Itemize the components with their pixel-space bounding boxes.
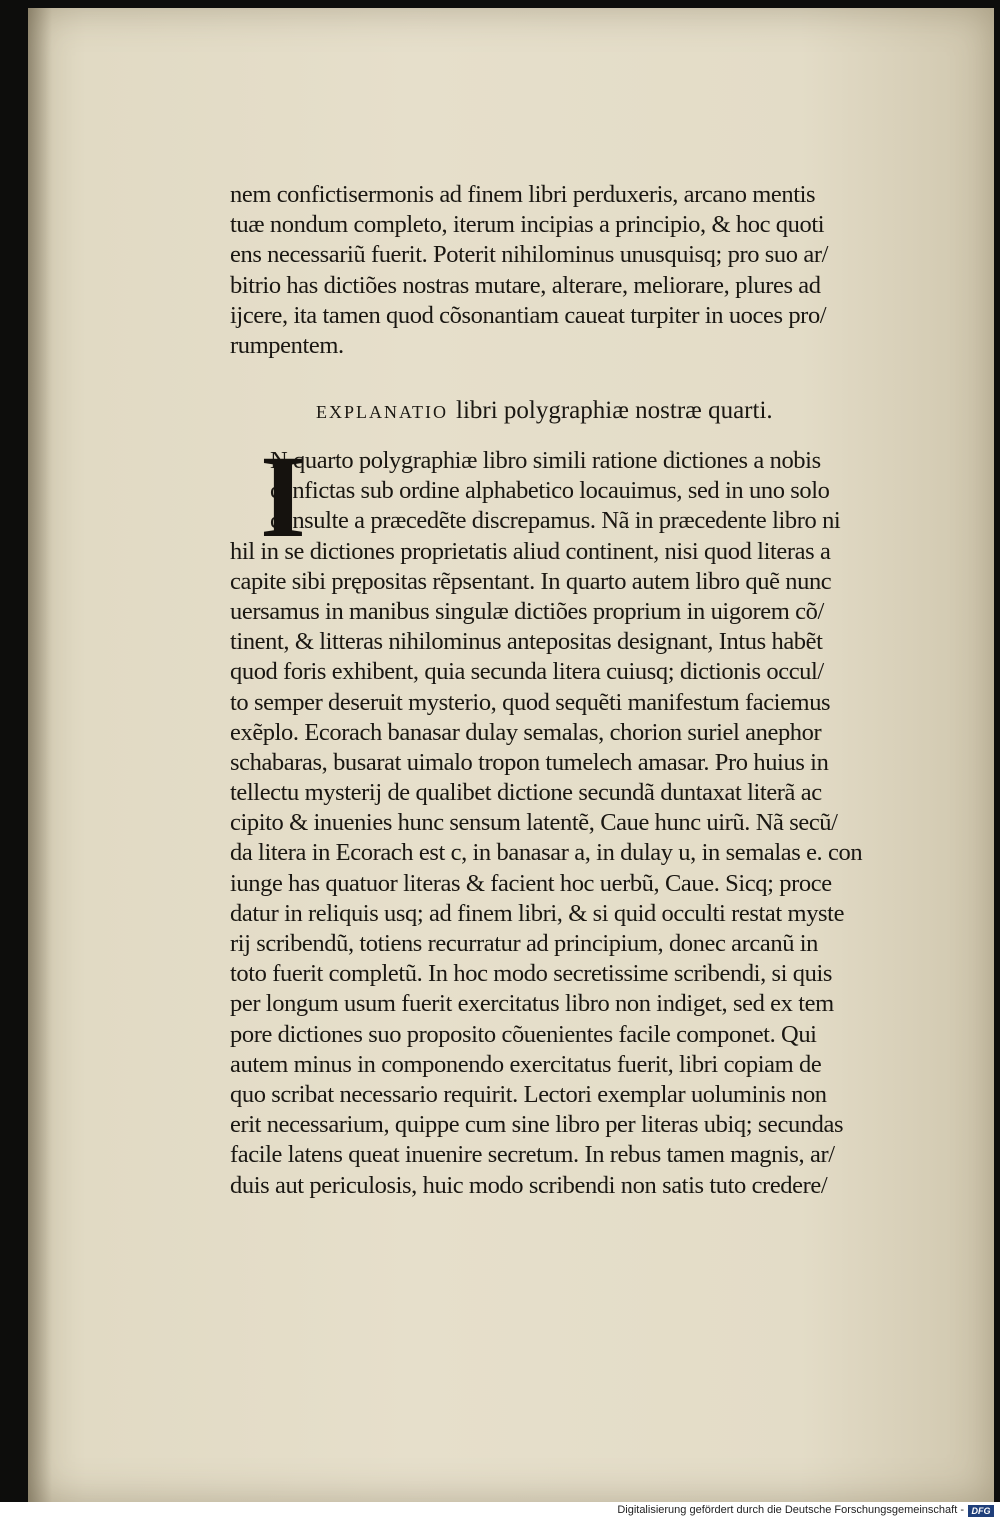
funding-credit: Digitalisierung gefördert durch die Deutsche Forschungsgemeinschaft -	[617, 1504, 964, 1516]
text-line: cipito & inuenies hunc sensum latentẽ, Caue hunc uirũ. Nã secũ/	[230, 809, 838, 837]
text-line: erit necessarium, quippe cum sine libro per literas ubiq; secundas	[230, 1111, 844, 1139]
text-line: bitrio has dictiões nostras mutare, alterare, meliorare, plures ad	[230, 271, 821, 299]
text-line: toto fuerit completũ. In hoc modo secretissime scribendi, si quis	[230, 960, 833, 988]
text-line: exẽplo. Ecorach banasar dulay semalas, chorion suriel anephor	[230, 718, 822, 746]
text-line: duis aut periculosis, huic modo scribendi non satis tuto credere/	[230, 1171, 828, 1199]
text-line: datur in reliquis usq; ad finem libri, & si quid occulti restat myste	[230, 899, 845, 927]
body-paragraph	[230, 431, 910, 1201]
heading-rest: libri polygraphiæ nostræ quarti.	[456, 397, 773, 424]
text-line: facile latens queat inuenire secretum. In rebus tamen magnis, ar/	[230, 1141, 835, 1169]
heading-caps: EXPLANATIO	[316, 402, 448, 422]
dfg-logo[interactable]: DFG	[968, 1505, 994, 1517]
text-line: iunge has quatuor literas & facient hoc uerbũ, Caue. Sicq; proce	[230, 869, 832, 897]
text-line: per longum usum fuerit exercitatus libro non indiget, sed ex tem	[230, 990, 834, 1018]
text-line: tellectu mysterij de qualibet dictione secundã duntaxat literã ac	[230, 779, 822, 807]
text-line: tuæ nondum completo, iterum incipias a principio, & hoc quoti	[230, 211, 825, 239]
text-line: ens necessariũ fuerit. Poterit nihilominus unusquisq; pro suo ar/	[230, 241, 828, 269]
text-line: nem confictisermonis ad finem libri perduxeris, arcano mentis	[230, 181, 816, 208]
text-line: pore dictiones suo proposito cõuenientes facile componet. Qui	[230, 1020, 817, 1048]
text-line: da litera in Ecorach est c, in banasar a, in dulay u, in semalas e. con	[230, 839, 863, 867]
text-line: ijcere, ita tamen quod cõsonantiam caueat turpiter in uoces pro/	[230, 301, 827, 329]
text-line: to semper deseruit mysterio, quod sequẽti manifestum faciemus	[230, 688, 831, 716]
text-line: uersamus in manibus singulæ dictiões proprium in uigorem cõ/	[230, 597, 824, 625]
text-line: autem minus in componendo exercitatus fuerit, libri copiam de	[230, 1050, 822, 1078]
drop-cap-initial: I	[260, 431, 306, 562]
text-line: rij scribendũ, totiens recurratur ad principium, donec arcanũ in	[230, 930, 819, 957]
footer-bar	[0, 1502, 1000, 1521]
text-line: quod foris exhibent, quia secunda litera cuiusq; dictionis occul/	[230, 658, 824, 686]
text-line: capite sibi prępositas rẽpsentant. In quarto autem libro quẽ nunc	[230, 567, 832, 595]
text-line: hil in se dictiones proprietatis aliud continent, nisi quod literas a	[230, 537, 831, 565]
text-line: rumpentem.	[230, 331, 344, 359]
top-paragraph	[230, 180, 910, 361]
section-heading	[316, 396, 876, 426]
text-line: confictas sub ordine alphabetico locauimus, sed in uno solo	[270, 477, 830, 505]
text-line: quo scribat necessario requirit. Lectori exemplar uoluminis non	[230, 1080, 827, 1108]
text-line: consulte a præcedẽte discrepamus. Nã in præcedente libro ni	[270, 507, 841, 535]
text-line: N quarto polygraphiæ libro simili ratione dictiones a nobis	[270, 447, 821, 474]
gutter-shadow	[28, 8, 52, 1502]
text-line: schabaras, busarat uimalo tropon tumelech amasar. Pro huius in	[230, 748, 829, 776]
text-line: tinent, & litteras nihilominus antepositas designant, Intus habẽt	[230, 628, 823, 656]
